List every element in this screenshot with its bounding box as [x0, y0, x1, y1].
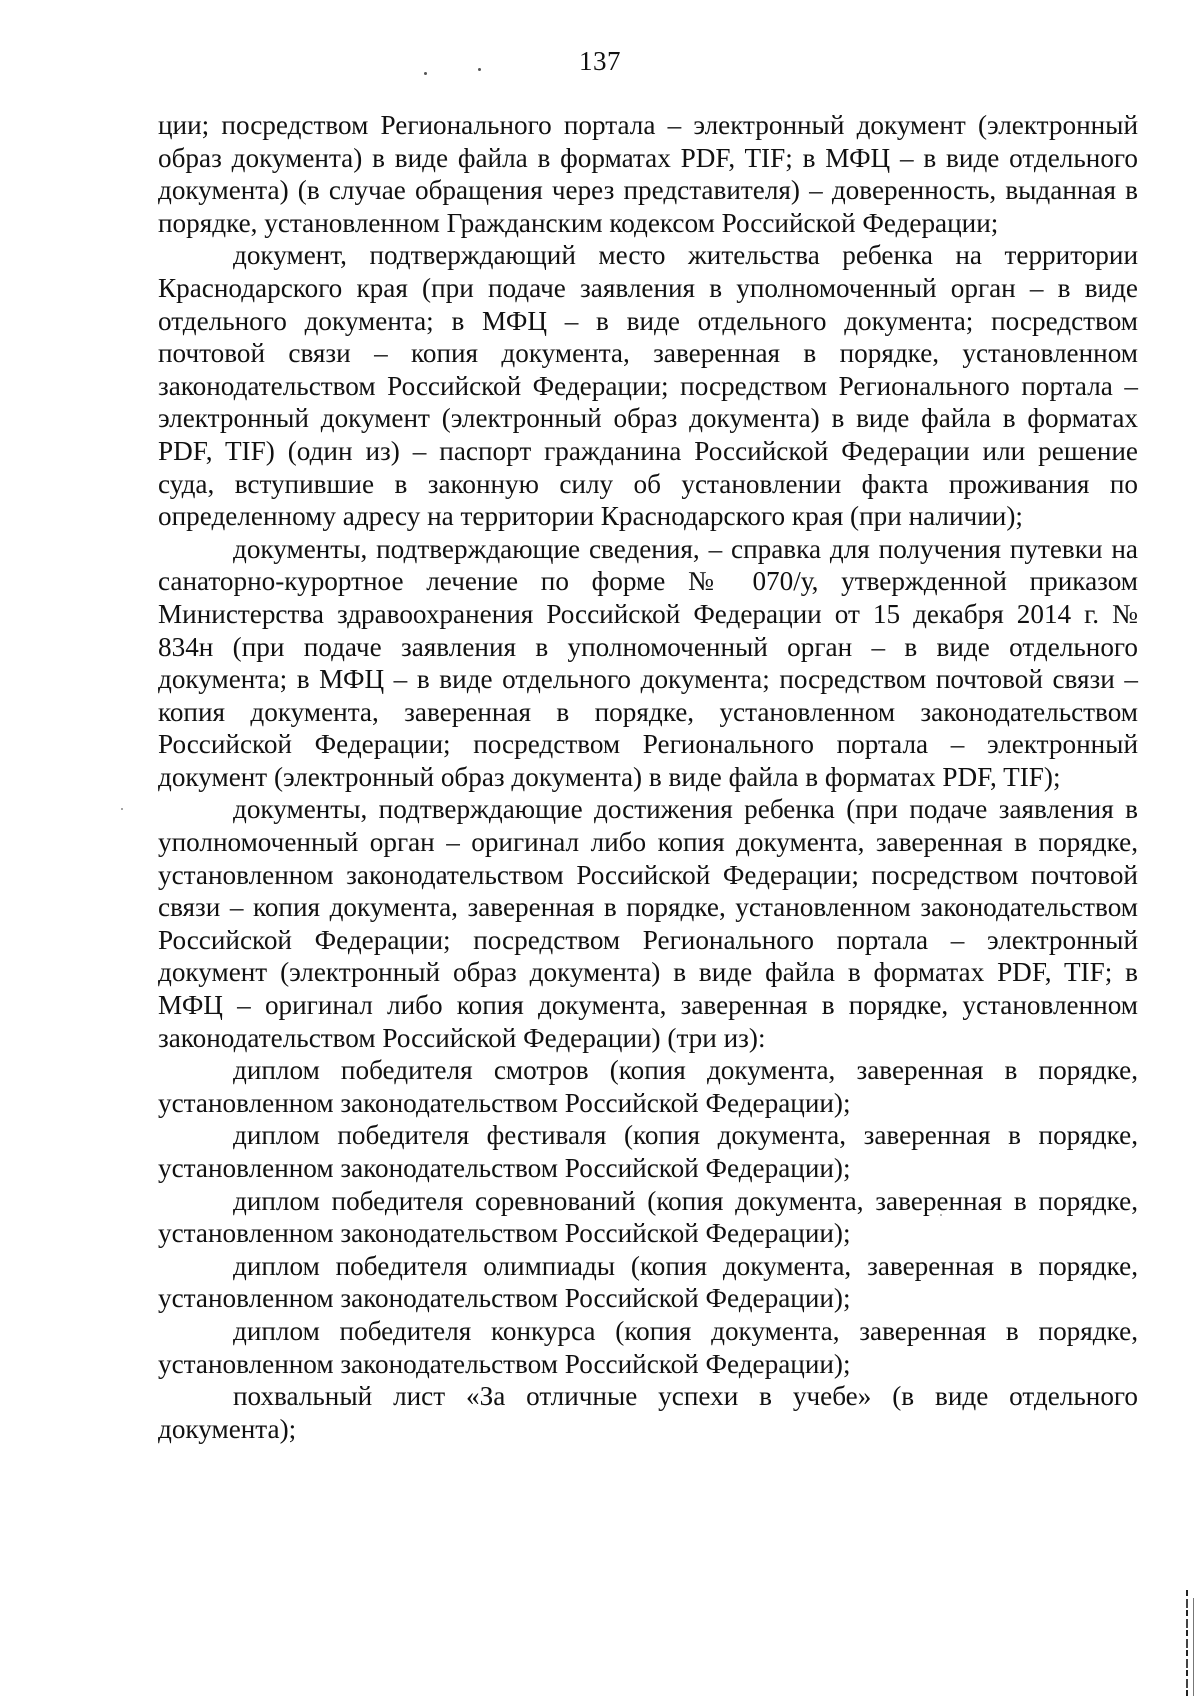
list-item-certificate-of-merit: похвальный лист «За отличные успехи в учебе» (в виде отдельного документа);: [158, 1381, 1138, 1444]
list-item-diploma-festival: диплом победителя фестиваля (копия документа, заверенная в порядке, установленном законодательством Российской Федерации);: [158, 1120, 1138, 1183]
paragraph-medical-certificate: документы, подтверждающие сведения, – справка для получения путевки на санаторно-курортное лечение по форме № 070/у, утвержденной приказом Министерства здравоохранения Российской Федерации от 15 декабря 2014 г. № 834н (при подаче заявления в уполномоченный орган – в виде отдельного документа; в МФЦ – в виде отдельного документа; посредством почтовой связи – копия документа, заверенная в порядке, установленном законодательством Российской Федерации; посредством Регионального портала – электронный документ (электронный образ документа) в виде файла в форматах PDF, TIF);: [158, 533, 1138, 792]
list-item-diploma-contest: диплом победителя конкурса (копия документа, заверенная в порядке, установленном законодательством Российской Федерации);: [158, 1315, 1138, 1379]
paragraph-achievements: документы, подтверждающие достижения ребенка (при подаче заявления в уполномоченный орган – оригинал либо копия документа, заверенная в порядке, установленном законодательством Российской Федерации; посредством почтовой связи – копия документа, заверенная в порядке, установленном законодательством Российской Федерации; посредством Регионального портала – электронный документ (электронный образ документа) в виде файла в форматах PDF, TIF; в МФЦ – оригинал либо копия документа, заверенная в порядке, установленном законодательством Российской Федерации) (три из):: [158, 794, 1138, 1053]
paragraph-residence-document: документ, подтверждающий место жительства ребенка на территории Краснодарского края (при подаче заявления в уполномоченный орган – в виде отдельного документа; в МФЦ – в виде отдельного документа; посредством почтовой связи – копия документа, заверенная в порядке, установленном законодательством Российской Федерации; посредством Регионального портала – электронный документ (электронный образ документа) в виде файла в форматах PDF, TIF) (один из) – паспорт гражданина Российской Федерации или решение суда, вступившие в законную силу об установлении факта проживания по определенному адресу на территории Краснодарского края (при наличии);: [158, 240, 1138, 532]
scan-speck: [424, 72, 427, 75]
list-item-diploma-competition: диплом победителя соревнований (копия документа, заверенная в порядке, установленном законодательством Российской Федерации);: [158, 1185, 1138, 1249]
scan-speck: [478, 68, 481, 71]
scan-edge-line: [1193, 1598, 1194, 1696]
paragraph-continuation: ции; посредством Регионального портала – электронный документ (электронный образ документа) в виде файла в форматах PDF, TIF; в МФЦ – в виде отдельного документа) (в случае обращения через представителя) – доверенность, выданная в порядке, установленном Гражданским кодексом Российской Федерации;: [158, 110, 1138, 238]
scan-speck: [121, 808, 123, 810]
page-number: 137: [579, 46, 621, 76]
document-body: [158, 109, 1138, 1445]
list-item-diploma-olympiad: диплом победителя олимпиады (копия документа, заверенная в порядке, установленном законодательством Российской Федерации);: [158, 1250, 1138, 1314]
list-item-diploma-reviews: диплом победителя смотров (копия документа, заверенная в порядке, установленном законодательством Российской Федерации);: [158, 1055, 1138, 1118]
scan-edge-mark: [1186, 1590, 1188, 1696]
